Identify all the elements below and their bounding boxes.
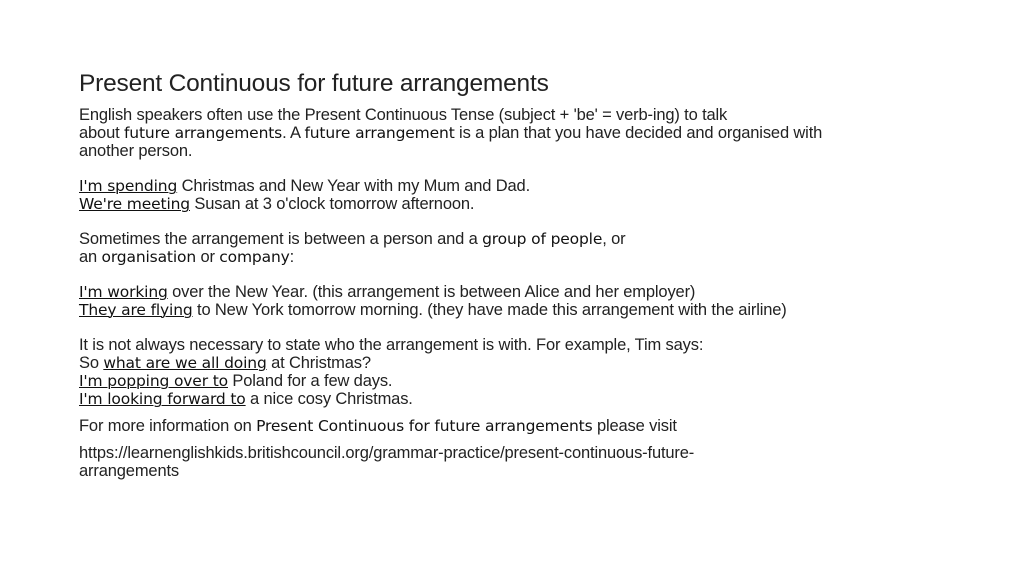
tim-line2-rest: Poland for a few days. <box>227 372 393 390</box>
more-info-post: please visit <box>592 417 677 435</box>
example-verb: They are flying <box>79 301 193 319</box>
more-info-paragraph <box>79 417 979 435</box>
slide <box>79 68 979 480</box>
intro-line-3: another person. <box>79 142 193 160</box>
group-paragraph <box>79 230 979 266</box>
tim-intro: It is not always necessary to state who the arrangement is with. For example, Tim says: <box>79 336 704 354</box>
group-colon: : <box>289 248 295 266</box>
term-present-continuous: Present Continuous for future arrangements <box>256 417 593 435</box>
intro-paragraph <box>79 106 979 160</box>
group-or: or <box>196 248 220 266</box>
group-an: an <box>79 248 102 266</box>
slide-body <box>79 106 979 480</box>
examples-block-1 <box>79 177 979 213</box>
example-verb: I'm working <box>79 283 168 301</box>
tim-line2-verb: I'm popping over to <box>79 372 228 390</box>
tim-so: So <box>79 354 104 372</box>
group-mid: , or <box>602 230 626 248</box>
intro-about: about <box>79 124 124 142</box>
tim-line3-verb: I'm looking forward to <box>79 390 246 408</box>
example-rest: Christmas and New Year with my Mum and Dad. <box>177 177 531 195</box>
example-rest: to New York tomorrow morning. (they have made this arrangement with the airline) <box>192 301 787 319</box>
reference-url <box>79 444 979 480</box>
page-title: Present Continuous for future arrangements <box>79 70 549 97</box>
intro-line-1: English speakers often use the Present Continuous Tense (subject + 'be' = verb-ing) to talk <box>79 106 728 124</box>
group-pre: Sometimes the arrangement is between a person and a <box>79 230 483 248</box>
tim-question-verb: what are we all doing <box>103 354 267 372</box>
tim-question-rest: at Christmas? <box>266 354 371 372</box>
term-organisation: organisation <box>101 248 197 266</box>
term-future-arrangement: future arrangement <box>304 124 455 142</box>
more-info-pre: For more information on <box>79 417 257 435</box>
example-verb: I'm spending <box>79 177 178 195</box>
tim-paragraph <box>79 336 979 408</box>
tim-line3-rest: a nice cosy Christmas. <box>245 390 413 408</box>
example-verb: We're meeting <box>79 195 190 213</box>
term-company: company <box>219 248 290 266</box>
term-group-of-people: group of people <box>482 230 603 248</box>
example-rest: over the New Year. (this arrangement is between Alice and her employer) <box>167 283 696 301</box>
url-line-2: arrangements <box>79 462 180 480</box>
intro-rest: is a plan that you have decided and organised with <box>454 124 823 142</box>
example-rest: Susan at 3 o'clock tomorrow afternoon. <box>189 195 475 213</box>
examples-block-2 <box>79 283 979 319</box>
term-future-arrangements: future arrangements <box>123 124 283 142</box>
url-line-1: https://learnenglishkids.britishcouncil.org/grammar-practice/present-continuous-future- <box>79 444 695 462</box>
intro-dot: . A <box>282 124 305 142</box>
